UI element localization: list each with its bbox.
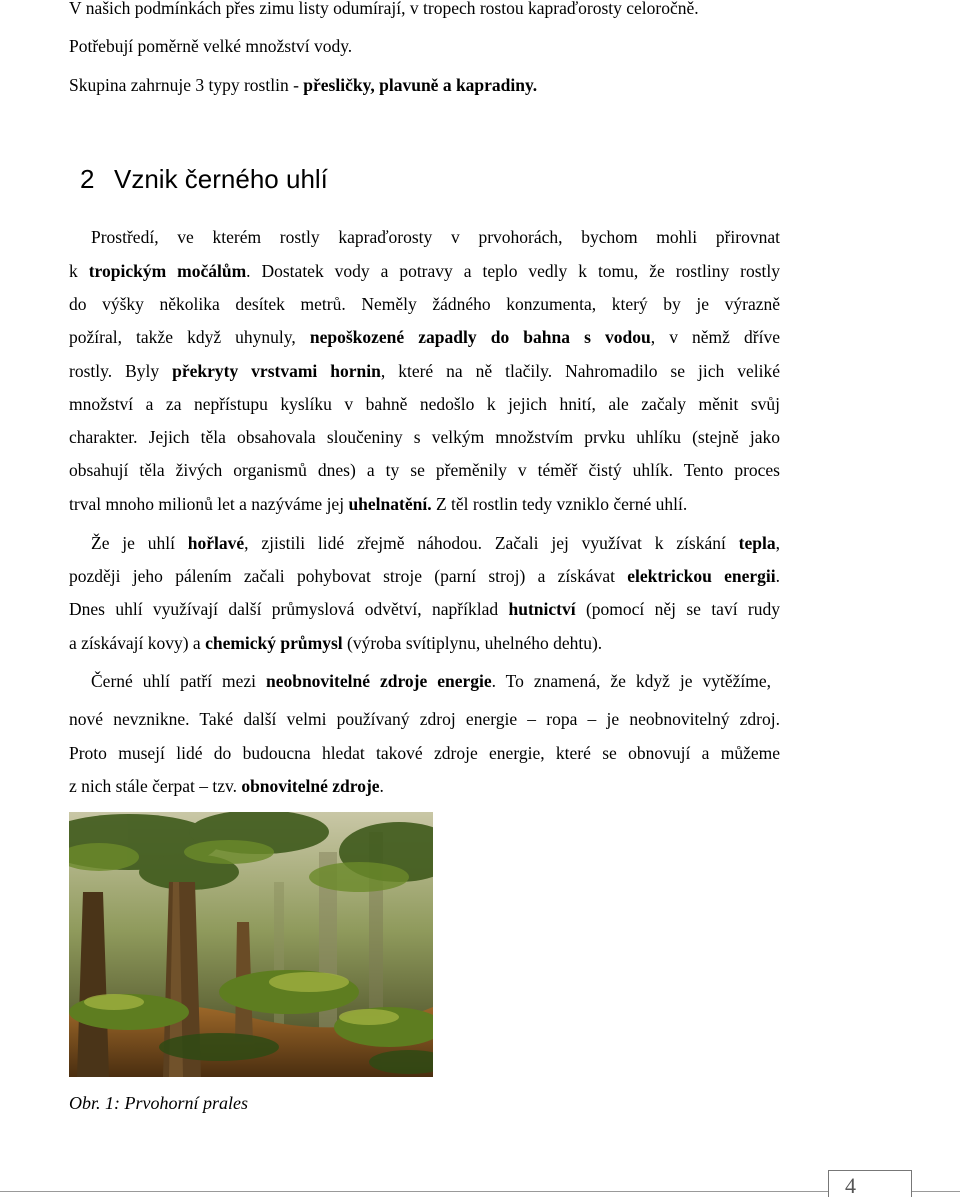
text: , v němž dříve	[650, 327, 780, 347]
bold-term: obnovitelné zdroje	[241, 776, 380, 796]
bold-term: hutnictví	[508, 599, 576, 619]
p1-line-6: množství a za nepřístupu kyslíku v bahně nedošlo k jejich hnití, ale začaly měnit svůj	[69, 394, 780, 414]
p1-line-5	[69, 360, 780, 382]
intro-line-3	[69, 74, 537, 96]
text: ,	[775, 533, 780, 553]
bold-term: překryty vrstvami hornin	[172, 361, 381, 381]
bold-term: neobnovitelné zdroje energie	[265, 671, 492, 691]
p1-line-3: do výšky několika desítek metrů. Neměly žádného konzumenta, který by je výrazně	[69, 294, 780, 314]
section-number: 2	[80, 164, 95, 194]
p3-line-3: Proto musejí lidé do budoucna hledat takové zdroje energie, které se obnovují a můžeme	[69, 743, 780, 763]
p1-line-1: Prostředí, ve kterém rostly kapraďorosty v prvohorách, bychom mohli přirovnat	[91, 227, 780, 247]
page-number-box	[828, 1170, 912, 1197]
footer-rule	[0, 1191, 960, 1192]
bold-term: uhelnatění.	[348, 494, 432, 514]
section-title: Vznik černého uhlí	[114, 164, 328, 194]
text: rostly. Byly	[69, 361, 173, 381]
text: Černé uhlí patří mezi	[91, 671, 266, 691]
text: a získávají kovy) a	[69, 633, 206, 653]
text: (výroba svítiplynu, uhelného dehtu).	[342, 633, 603, 653]
text: Z těl rostlin tedy vzniklo černé uhlí.	[431, 494, 688, 514]
text: (pomocí něj se taví rudy	[575, 599, 780, 619]
page-number: 4	[845, 1173, 856, 1198]
p3-line-1	[91, 670, 771, 692]
bold-term: tepla	[738, 533, 776, 553]
text: Že je uhlí	[91, 533, 188, 553]
p3-line-2: nové nevznikne. Také další velmi používaný zdroj energie – ropa – je neobnovitelný zdroj.	[69, 709, 780, 729]
p1-line-2	[69, 260, 780, 282]
text: , které na ně tlačily. Nahromadilo se jich veliké	[380, 361, 780, 381]
text: .	[379, 776, 384, 796]
prehistoric-forest-image	[69, 812, 433, 1077]
text: . Dostatek vody a potravy a teplo vedly k tomu, že rostliny rostly	[246, 261, 781, 281]
p2-line-2	[69, 565, 780, 587]
p1-line-9	[69, 493, 687, 515]
bold-term: nepoškozené zapadly do bahna s vodou	[309, 327, 651, 347]
text: požíral, takže když uhynuly,	[69, 327, 310, 347]
bold-term: tropickým močálům	[88, 261, 247, 281]
section-heading	[80, 163, 328, 195]
intro-bold-plant-types: přesličky, plavuně a kapradiny.	[303, 75, 538, 95]
p1-line-7: charakter. Jejich těla obsahovala sloučeniny s velkým množstvím prvku uhlíku (stejně jako	[69, 427, 780, 447]
text: z nich stále čerpat – tzv.	[69, 776, 242, 796]
p3-line-4	[69, 775, 384, 797]
intro-text: Skupina zahrnuje 3 typy rostlin -	[69, 75, 304, 95]
text: později jeho pálením začali pohybovat stroje (parní stroj) a získávat	[69, 566, 628, 586]
figure-caption: Obr. 1: Prvohorní prales	[69, 1093, 248, 1113]
bold-term: hořlavé	[187, 533, 245, 553]
p1-line-8: obsahují těla živých organismů dnes) a ty se přeměnily v téměř čistý uhlík. Tento proces	[69, 460, 780, 480]
bold-term: chemický průmysl	[205, 633, 343, 653]
text: .	[775, 566, 781, 586]
intro-line-1: V našich podmínkách přes zimu listy odumírají, v tropech rostou kapraďorosty celoročně.	[69, 0, 699, 18]
bold-term: elektrickou energii	[627, 566, 776, 586]
p1-line-4	[69, 326, 780, 348]
p2-line-4	[69, 632, 602, 654]
text: trval mnoho milionů let a nazýváme jej	[69, 494, 349, 514]
text: . To znamená, že když je vytěžíme,	[491, 671, 771, 691]
intro-line-2: Potřebují poměrně velké množství vody.	[69, 36, 353, 56]
p2-line-1	[91, 532, 780, 554]
p2-line-3	[69, 598, 780, 620]
text: Dnes uhlí využívají další průmyslová odvětví, například	[69, 599, 509, 619]
text: , zjistili lidé zřejmě náhodou. Začali jej využívat k získání	[244, 533, 739, 553]
text: k	[69, 261, 89, 281]
